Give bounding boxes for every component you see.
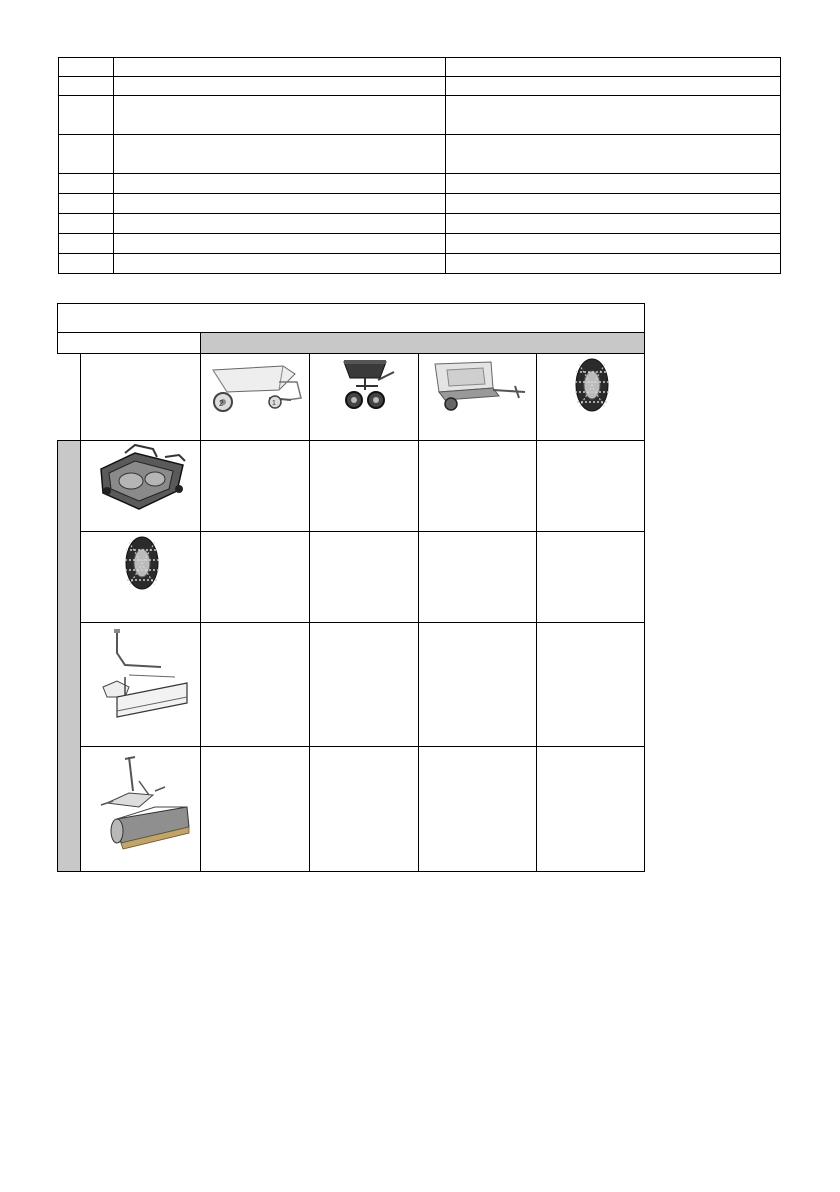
row-header-tire-chains [80, 531, 201, 623]
tire-chain-icon [567, 356, 617, 414]
table-cell [418, 622, 537, 747]
table-cell [59, 254, 114, 274]
table-cell [200, 440, 310, 532]
table-row [59, 254, 781, 274]
table-cell [446, 254, 781, 274]
mounted-header-spacer [57, 332, 201, 354]
table-cell [446, 214, 781, 234]
table-cell [446, 77, 781, 96]
table-cell [114, 254, 446, 274]
towed-accessories-header [200, 332, 645, 354]
lawn-sweeper-icon [429, 358, 529, 412]
table-cell [114, 194, 446, 214]
specification-table [58, 57, 781, 274]
table-cell [114, 58, 446, 77]
table-cell [59, 58, 114, 77]
row-header-snow-blade [80, 622, 201, 747]
table-cell [418, 746, 537, 872]
table-cell [114, 77, 446, 96]
table-row [59, 58, 781, 77]
table-cell [59, 77, 114, 96]
column-header-tire-chains [536, 353, 645, 441]
table-cell [59, 234, 114, 254]
table-row [59, 234, 781, 254]
mower-deck-icon [95, 443, 191, 513]
table-cell [114, 174, 446, 194]
table-cell [446, 234, 781, 254]
table-cell [418, 531, 537, 623]
table-cell [59, 135, 114, 174]
svg-text:1: 1 [272, 400, 276, 407]
table-cell [536, 622, 645, 747]
table-cell [59, 194, 114, 214]
table-cell [200, 746, 310, 872]
table-cell [446, 174, 781, 194]
table-cell [59, 174, 114, 194]
broadcast-spreader-icon [334, 356, 400, 414]
table-cell [446, 135, 781, 174]
corner-cell [80, 353, 201, 441]
rotary-brush-icon [95, 751, 191, 855]
table-cell [309, 440, 419, 532]
row-header-rotary-brush [80, 746, 201, 872]
table-cell [418, 440, 537, 532]
column-header-spreader [309, 353, 419, 441]
accessory-compatibility-table [57, 303, 645, 872]
table-row [59, 96, 781, 135]
table-cell [536, 531, 645, 623]
table-row [59, 214, 781, 234]
svg-text:2: 2 [219, 399, 224, 408]
table-cell [446, 194, 781, 214]
table-cell [59, 96, 114, 135]
table-cell [446, 96, 781, 135]
table-title [57, 303, 645, 333]
snow-blade-icon [95, 627, 191, 727]
table-cell [114, 234, 446, 254]
column-header-dump-cart [200, 353, 310, 441]
table-cell [59, 214, 114, 234]
row-header-mower-deck [80, 440, 201, 532]
table-cell [446, 58, 781, 77]
table-row [59, 174, 781, 194]
table-row [59, 77, 781, 96]
table-cell [536, 746, 645, 872]
table-cell [114, 96, 446, 135]
table-cell [309, 622, 419, 747]
table-cell [114, 135, 446, 174]
table-cell [200, 531, 310, 623]
table-row [59, 135, 781, 174]
table-cell [536, 440, 645, 532]
table-cell [114, 214, 446, 234]
tire-chain-icon [117, 534, 167, 592]
dump-cart-icon [209, 362, 305, 414]
column-header-lawn-sweeper [418, 353, 537, 441]
table-cell [309, 531, 419, 623]
table-row [59, 194, 781, 214]
mounted-accessories-side-bar [57, 440, 81, 872]
table-cell [309, 746, 419, 872]
table-cell [200, 622, 310, 747]
